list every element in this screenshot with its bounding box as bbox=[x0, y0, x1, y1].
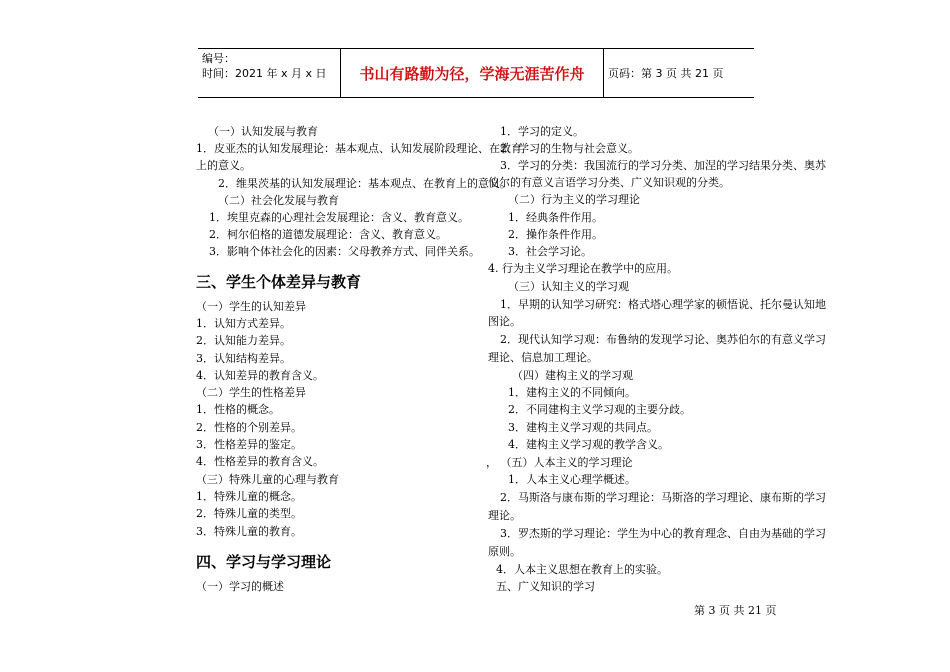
text-line: 上的意义。 bbox=[196, 159, 251, 172]
text-line: 1．性格的概念。 bbox=[196, 403, 280, 416]
text-line: 3．性格差异的鉴定。 bbox=[196, 438, 302, 451]
text-line: 2．操作条件作用。 bbox=[508, 228, 603, 241]
header-number: 编号： bbox=[202, 52, 235, 65]
subsection-heading: （三）特殊儿童的心理与教育 bbox=[196, 473, 339, 486]
text-line: 2．不同建构主义学习观的主要分歧。 bbox=[508, 403, 691, 416]
subsection-heading: （一）学习的概述 bbox=[196, 580, 284, 593]
text-line: 1．埃里克森的心理社会发展理论：含义、教育意义。 bbox=[209, 211, 469, 224]
subsection-heading: （二）行为主义的学习理论 bbox=[508, 193, 640, 206]
subsection-heading: （一）认知发展与教育 bbox=[208, 125, 318, 138]
text-line: 4．认知差异的教育含义。 bbox=[196, 369, 324, 382]
text-line: 2．学习的生物与社会意义。 bbox=[500, 142, 639, 155]
text-line: 1．特殊儿童的概念。 bbox=[196, 490, 302, 503]
text-line: 2．马斯洛与康布斯的学习理论：马斯洛的学习理论、康布斯的学习 bbox=[500, 491, 826, 504]
section-heading: 四、学习与学习理论 bbox=[196, 553, 332, 571]
subsection-heading: （二）社会化发展与教育 bbox=[218, 194, 339, 207]
header-time: 时间：2021 年 x 月 x 日 bbox=[202, 67, 327, 80]
text-line: 原则。 bbox=[488, 545, 521, 558]
text-line: 3．社会学习论。 bbox=[508, 245, 592, 258]
subsection-heading: （二）学生的性格差异 bbox=[196, 386, 306, 399]
text-line: 3．罗杰斯的学习理论：学生为中心的教育理念、自由为基础的学习 bbox=[500, 527, 826, 540]
text-line: 3．影响个体社会化的因素：父母教养方式、同伴关系。 bbox=[209, 245, 480, 258]
text-line: 理论、信息加工理论。 bbox=[488, 351, 598, 364]
text-line: 1．认知方式差异。 bbox=[196, 317, 291, 330]
text-line: 4. 行为主义学习理论在教学中的应用。 bbox=[488, 262, 678, 275]
text-line: 3．认知结构差异。 bbox=[196, 352, 291, 365]
section-heading: 五、广义知识的学习 bbox=[496, 580, 595, 593]
text-line: 2．柯尔伯格的道德发展理论：含义、教育意义。 bbox=[209, 228, 447, 241]
subsection-heading: （四）建构主义的学习观 bbox=[512, 369, 633, 382]
text-line: 2．性格的个别差异。 bbox=[196, 421, 302, 434]
section-heading: 三、学生个体差异与教育 bbox=[196, 273, 362, 291]
text-line: 2．特殊儿童的类型。 bbox=[196, 507, 302, 520]
text-line: 2．现代认知学习观：布鲁纳的发现学习论、奥苏伯尔的有意义学习 bbox=[500, 333, 826, 346]
text-line: 3．特殊儿童的教育。 bbox=[196, 525, 302, 538]
text-line: 4．人本主义思想在教育上的实验。 bbox=[496, 563, 668, 576]
header-divider bbox=[603, 49, 604, 97]
text-line: 1．学习的定义。 bbox=[500, 125, 584, 138]
text-line: 1．建构主义的不同倾向。 bbox=[508, 386, 636, 399]
header-meta bbox=[202, 51, 327, 81]
subsection-heading: （三）认知主义的学习观 bbox=[508, 280, 629, 293]
text-line: 1．早期的认知学习研究：格式塔心理学家的顿悟说、托尔曼认知地 bbox=[500, 298, 826, 311]
subsection-heading: ， （五）人本主义的学习理论 bbox=[486, 456, 633, 469]
text-line: 理论。 bbox=[488, 509, 521, 522]
text-line: 伯尔的有意义言语学习分类、广义知识观的分类。 bbox=[488, 176, 730, 189]
text-line: 2．认知能力差异。 bbox=[196, 334, 291, 347]
subsection-heading: （一）学生的认知差异 bbox=[196, 300, 306, 313]
text-line: 1．人本主义心理学概述。 bbox=[508, 473, 636, 486]
text-line: 1．经典条件作用。 bbox=[508, 211, 603, 224]
text-line: 4．性格差异的教育含义。 bbox=[196, 455, 324, 468]
text-line: 4．建构主义学习观的教学含义。 bbox=[508, 438, 669, 451]
text-line: 图论。 bbox=[488, 315, 521, 328]
header-page-number: 页码：第 3 页 共 21 页 bbox=[608, 67, 724, 80]
footer-page-number: 第 3 页 共 21 页 bbox=[694, 604, 777, 617]
text-line: 1．皮亚杰的认知发展理论：基本观点、认知发展阶段理论、在教育 bbox=[196, 142, 522, 155]
header-motto: 书山有路勤为径，学海无涯苦作舟 bbox=[359, 64, 585, 83]
page-header bbox=[198, 48, 754, 98]
text-line: 3．建构主义学习观的共同点。 bbox=[508, 421, 658, 434]
text-line: 2．维果茨基的认知发展理论：基本观点、在教育上的意义。 bbox=[218, 177, 511, 190]
text-line: 3．学习的分类：我国流行的学习分类、加涅的学习结果分类、奥苏 bbox=[500, 159, 826, 172]
